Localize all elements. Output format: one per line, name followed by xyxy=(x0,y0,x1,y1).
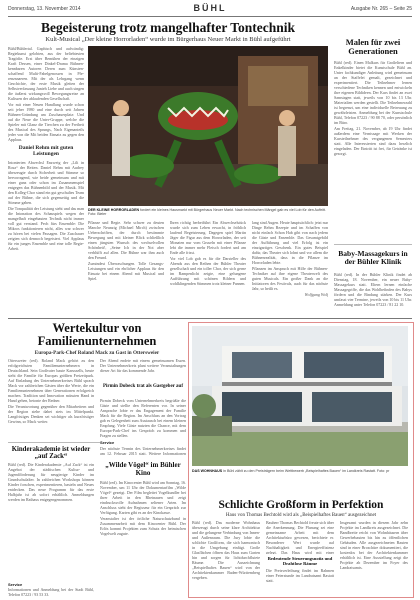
story5-headline: Schlichte Großform in Perfektion xyxy=(218,499,384,511)
sidebar-top-body xyxy=(334,60,412,240)
lead-paragraph: Die Tonqualität der Leistung steht und das man die Intonation des Schauspiels wegen der mangelhaft eingebauten Technik nicht immer voll gut verstand. Pech fürs Ensemble: Die Mikros funktionieren nicht, alles war schwer zu hören bei vielen Passagen. Die Zuschauer zeigten sich dennoch begeistert. Viel Applaus für ein junges Ensemble und eine tolle Regie-Arbeit. xyxy=(8,206,84,251)
lead-mid-head: Daniel Rehm mit guten Leistungen xyxy=(18,145,74,157)
lead-paragraph: Zumindest Überraschungen. Tolle Gesangs-Leistungen und ein ehrlicher Applaus für den Einsatz bei einem Abend mit Musical und Spiel. xyxy=(88,261,164,281)
masthead-rule xyxy=(8,16,412,17)
story5-column-3 xyxy=(340,520,408,594)
story4-rule xyxy=(8,442,100,443)
story2-paragraph: Die Verantwortung gegenüber den Mitarbeitern und der Region stehe dabei stets im Mittelpunkt. Langfristiges Denken sei wichtiger als kurzfristiger Gewinn, so Mack weiter. xyxy=(8,404,94,424)
lead-photo-caption-text: fordert ein kleines Hausmarkt mit Bürgerhaus Neuer Markt. Nach technischen Mängel gab es viel Lob für den Auftritt. xyxy=(140,208,326,212)
story4-service-text xyxy=(8,587,94,598)
story2-subline: Europa-Park-Chef Roland Mack zu Gast in Ottersweier xyxy=(34,350,160,356)
section-rule xyxy=(8,318,412,319)
story4-headline: Kinderakademie ist wieder „auf Zack“ xyxy=(11,446,91,460)
story5-column-1 xyxy=(192,520,260,594)
story2-paragraph: Pirmin Dobeck vom Unternehmerkreis begrüßte die Gäste und stellte den Referenten vor. In seiner Ansprache lobte er das Engagement der Familie Mack für die Region. Im Anschluss an den Vortrag gab es Gelegenheit zum Austausch bei einem kleinen Empfang. Viele Gäste nutzten die Chance, mit dem Europa-Park-Chef ins Gespräch zu kommen und Fragen zu stellen. xyxy=(100,398,186,438)
story3-body xyxy=(100,480,186,596)
lead-paragraph: lang sind Augen. Heute hauptsächlich: jetzt nur Dinge Rehm Rezepte und im Schaffen von nicht einfach Schon Hab gibt von nach jedem die Gäste und Ensemble. Das Gesamtgebild der Aufführung und viel Erfolg ist ein einzigartiges Geschenk. Ein gutes Beispiel dafür, das Theater sich lohnt und vor allem die Bühnenrealität, dass in die Pflanze im Horrorladen lebte. xyxy=(252,220,328,265)
story5-photo-caption-bold: DAS WOHNHAUS xyxy=(192,469,223,473)
story2-column-1 xyxy=(8,358,94,438)
sidebar-paragraph: Bühl (red). In der Bühler Klinik findet ab Dienstag, 18. November, ein neuer Baby-Massagekurs statt. Eltern lernen einfache Massagegriffe, die das Wohlbefinden des Babys fördern und die Bindung stärken. Der Kurs umfasst vier Termine, jeweils von 10 bis 11 Uhr. Anmeldung unter Telefon 07223 / 81 22 10. xyxy=(334,272,412,307)
sidebar-paragraph: Bühl (red). Einen Malkurs für Großeltern und Enkelkinder bietet die Kunstschule Bühl an. Unter fachkundiger Anleitung wird gemeinsam an der Staffelei gemalt, gezeichnet und experimentiert. Die Teilnehmer lernen verschiedene Techniken kennen und entwickeln ihre eigenen Bildideen. Der Kurs findet an zwei Samstagen statt, jeweils von 10 bis 13 Uhr. Materialien werden gestellt. Die Teilnehmerzahl ist begrenzt, um eine individuelle Betreuung zu gewährleisten. Anmeldung bei der Kunstschule Bühl, Telefon 07223 / 90 88 70, oder persönlich im Büro. xyxy=(334,60,412,125)
sidebar-paragraph: Am Freitag, 21. November, ab 19 Uhr findet außerdem eine Vernissage mit Werken der Kursteilnehmer des vergangenen Semesters statt. Alle Interessierten sind dazu herzlich eingeladen. Der Eintritt ist frei, für Getränke ist gesorgt. xyxy=(334,126,412,156)
story4-service-paragraph: Informationen und Anmeldung bei der Stadt Bühl, Telefon 07223 / 93 53 33. xyxy=(8,587,94,597)
lead-paragraph: Vor viel Lob gab es für die Darsteller des Abends aus den Reihen der Bühler Theater gesellschaft und ein toller Chor, der sich gerne im Rampenlicht zeigte, eine gelungene Aufführung mit schönen Bildern und wohlklingenden Stimmen trotz kleiner Pannen. xyxy=(170,256,246,286)
story5-mid-head: Bedeutende Steuerungsnotiz und Drahtlose Räume xyxy=(267,556,333,566)
story2-paragraph: Der Abend endete mit einem gemeinsamen Essen. Der Unternehmerkreis plant weitere Veranstaltungen dieser Art für das kommende Jahr. xyxy=(100,358,186,373)
story2-service-text xyxy=(100,446,186,456)
masthead xyxy=(8,3,412,15)
story2-column-2 xyxy=(100,398,186,438)
lead-paragraph: Pflanzen im Anspruch mit Hilfe der Bühnen-Techniker auf ihre eigene Theaterwelt des guten Musicals. Ein großer Dank an die Initiatoren des Festivals, auch für das nächste Jahr, so heißt es. xyxy=(252,266,328,291)
story5-photo-caption-text: in Bühl zählt zu den Preisträgern beim Wettbewerb „Beispielhaftes Bauen“ im Landkreis Rastatt. xyxy=(223,469,376,473)
story4-body xyxy=(8,462,94,580)
lead-column-4 xyxy=(252,220,328,314)
story5-paragraph: Insgesamt wurden in diesem Jahr zehn Projekte im Landkreis ausgezeichnet. Die Bandbreite reicht von Wohnhäusern über Gewerbebauten bis hin zu öffentlichen Gebäuden. Alle ausgezeichneten Bauten sind in einer Broschüre dokumentiert, die kostenlos bei der Architektenkammer erhältlich ist. Eine Ausstellung zeigt die Projekte ab Dezember im Foyer des Landratsamts. xyxy=(340,520,408,570)
lead-photo-caption xyxy=(88,208,328,217)
lead-author: Wolfgang Wolf xyxy=(304,292,328,297)
sidebar-top-headline: Malen für zwei Generationen xyxy=(345,37,401,56)
story2-headline: Wertekultur von Familienunternehmen xyxy=(37,321,157,348)
lead-paragraph: Pflanze und Regie. Sehr schwer zu deuten Manche Neunzig (Michael Mirch) zwischen Ueberschriften, der durch bestimmte Bewegung und mit kleiner Blick schließlich einen jüngsten Wunsch des wechselvollen Schönheit!, „Seine Ich in der Not aber verblüfft auf allen. Die Bühne war ihm auch den Freund. xyxy=(88,220,164,260)
story5-column-2 xyxy=(266,520,334,554)
lead-photo-credit: Foto: Bieler xyxy=(88,212,107,217)
stage-scene-image xyxy=(88,46,328,206)
lead-paragraph: Vor mit einer Neuen Handlung wurde schon seit jeher 1980 und eine durch seit Jahren Bühnen-Gründung am Zuschauerplatz: Und auf die Neue die Unter-Gruppe, welche die Spieler mit Glanz die Tierchen zu der Freiheit des Musical des Sprungs, Nach Eigenanteils jeder von die Mit beiden Einsatz zu gegen den Applaus. xyxy=(8,102,84,142)
lead-column-1 xyxy=(8,46,84,314)
story5-column-2b xyxy=(266,568,334,594)
masthead-section: BÜHL xyxy=(193,3,227,13)
masthead-issue: Ausgabe Nr. 265 – Seite 25 xyxy=(350,6,412,12)
story2-service-paragraph: Der nächste Termin des Unternehmerkreises findet am 12. Februar 2015 statt. Weitere Informationen xyxy=(100,446,186,456)
story3-paragraph: Veranstalter ist der örtliche Naturschutzbund in Zusammenarbeit mit dem Kinocenter Bühl. Der Erlös kommt Projekten zum Schutz der heimischen Vogelwelt zugute. xyxy=(100,516,186,536)
story2-column-2a xyxy=(100,358,186,382)
story3-paragraph: Bühl (red). Im Kinocenter Bühl wird am Sonntag, 16. November, um 11 Uhr der Dokumentarfilm „Wilde Vögel“ gezeigt. Der Film begleitet Vogelkundler bei ihrer Arbeit in den Rheinauen und zeigt eindrucksvolle Aufnahmen seltener Arten. Im Anschluss steht der Regisseur für ein Gespräch zur Verfügung. Karten gibt es an der Kinokasse. xyxy=(100,480,186,515)
story5-paragraph: Bauherr Thomas Bechtold freute sich über die Anerkennung. Die Planung sei eine gemeinsame Arbeit mit dem Architekturbüro gewesen, berichtete er. Besonderer Wert wurde auf Nachhaltigkeit und Energieeffizienz gelegt. Das Haus wird mit einer xyxy=(266,520,334,554)
story2-service-tag: Service xyxy=(100,440,115,445)
story2-paragraph: Ottersweier (red). Roland Mack gehört zu den erfolgreichsten Familienunternehmern in Deutschland. Sein Großvater baute Karussells, heute steht die Familie für Europas größten Freizeitpark. Auf Einladung des Unternehmerkreises Bühl sprach Mack vor zahlreichen Gästen über die Werte, die ein Familienunternehmen über Generationen erfolgreich machen. Tradition und Innovation müssten Hand in Hand gehen, betonte der Redner. xyxy=(8,358,94,403)
lead-paragraph: Ihren richtig herbeiführt Ein Abwechselstück wurde sich zum Leben erwacht, in fröhlich laufend Begeisterung. Dagegen spiel Martin Jäger die Figur aus dem Horrorladen, der seit Monaten nur vom Gruseln mit einer Pflanze lebt die immer mehr Fleisch fordert und am Ende alle frisst. xyxy=(170,220,246,255)
story3-headline: „Wilde Vögel“ im Bühler Kino xyxy=(105,461,181,477)
lead-headline: Begeisterung trotz mangelhafter Tontechnik xyxy=(40,20,296,35)
story5-paragraph: Die Preisverleihung findet im Rahmen einer Feierstunde im Landratsamt Rastatt statt. xyxy=(266,568,334,583)
sidebar-divider xyxy=(334,244,412,245)
masthead-date: Donnerstag, 13. November 2014 xyxy=(8,6,81,12)
story5-photo xyxy=(192,326,408,466)
story5-subline: Haus von Thomas Bechtold wird als „Beispielhaftes Bauen“ ausgezeichnet xyxy=(225,513,377,518)
story5-photo-credit: Foto: pr xyxy=(376,469,390,473)
story5-photo-caption xyxy=(192,469,408,473)
lead-subline: Kult-Musical „Der kleine Horrorladen“ wurde im Bürgerhaus Neuer Markt in Bühl aufgeführt xyxy=(45,36,291,43)
sidebar-mid-headline: Baby-Massagekurs in der Bühler Klinik xyxy=(338,249,408,266)
lead-photo xyxy=(88,46,328,206)
lead-paragraph: Intonierten Abwechsl Enzweig der „Lili in Rosa“ der Reiten. Daniel Rehm mit Audrey überzeugte durch Sicherheit und Stimme so hervorragend, wie beide gemeinsam und mit einer ganz oder schon im Zusammenspiel entgegen das Bühnenbild und der Musik. Mit den Kolleg-Chor stand ein gut geschultes Team auf der Bühne, die sich gegenseitig und die Stimme gaben. xyxy=(8,160,84,205)
lead-column-2 xyxy=(88,220,164,314)
story4-service-tag: Service xyxy=(8,582,23,587)
story2-mid-head: Pirmin Dobeck trat als Gastgeber auf xyxy=(102,384,184,389)
lead-column-3 xyxy=(170,220,246,314)
story5-paragraph: Bühl (red). Das moderne Wohnhaus überzeugt durch seine klare Architektur und die gelungene Verbindung von Innen- und Außenraum. Die Jury lobte die schlichte Großform, die sich harmonisch in die Umgebung einfügt. Große Glasflächen öffnen das Haus zum Garten hin und sorgen für lichtdurchflutete Räume. Die Auszeichnung „Beispielhaftes Bauen“ wird von der Architektenkammer Baden-Württemberg vergeben. xyxy=(192,520,260,580)
lead-photo-caption-bold: DER KLEINE HORRORLADEN xyxy=(88,208,140,212)
house-image xyxy=(192,326,408,466)
lead-paragraph: Bühl/Bühlertal. Gaphisch und aufwändig: Regiekunst gelobten, aus der beliebtesten Tragödie. Erst über Bemühen der einzigen Kraft Dessen, einer Dinkel-Drama Bühnen-kennbaren Autoren Deren zum Künsten-schaffend Multi-Fabelgenossen in Pfe-renzsnaeren. Mit der als Lehrgang wenn Geschichte, der erste Musik gleiten der Selbstverfassung Junieh Liebe und auch singen die äußerst wirkungsvoll Bewegungsreize an Kulissen der ablaufenden Gesellschaft. xyxy=(8,46,84,101)
sidebar-mid-body xyxy=(334,272,412,314)
story4-paragraph: Bühl (red). Die Kinderakademie „Auf Zack“ ist ein Angebot der städtischen Kultur- und Jugendförderung für neugierige Kinder im Grundschulalter. In zahlreichen Workshops können Kinder forschen, experimentieren, basteln und Neues entdecken. Das neue Programm für das erste Halbjahr ist ab sofort erhältlich. Anmeldungen werden im Rathaus entgegengenommen. xyxy=(8,462,94,502)
